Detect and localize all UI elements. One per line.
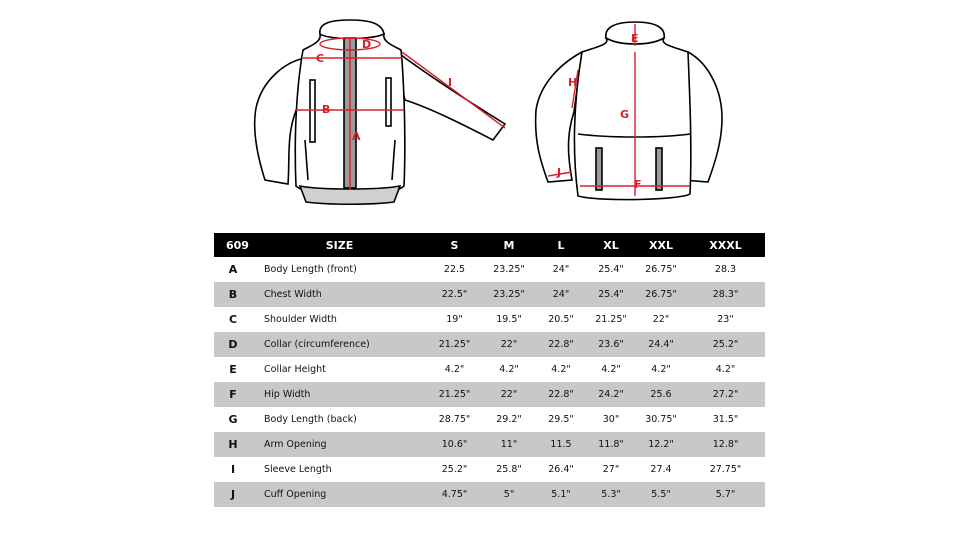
measurement-value: 19.5" — [496, 314, 522, 325]
measurement-value: 4.2" — [715, 364, 736, 375]
measurement-value: 29.2" — [496, 414, 522, 425]
measurement-value: 5.1" — [536, 482, 586, 507]
measurement-value: 25.8" — [496, 464, 522, 475]
jacket-diagrams — [0, 0, 978, 225]
measurement-value: 29.5" — [548, 414, 574, 425]
measurement-value: 21.25" — [427, 332, 482, 357]
measurement-value: 25.6 — [636, 382, 686, 407]
table-row — [214, 332, 765, 357]
measurement-value: 11" — [482, 432, 536, 457]
table-row — [214, 432, 765, 457]
measurement-value: 23" — [717, 314, 734, 325]
measurement-value: 25.4" — [586, 282, 636, 307]
measurement-value: 24.2" — [586, 382, 636, 407]
table-row — [214, 357, 765, 382]
measurement-value: 25.2" — [441, 464, 468, 475]
measurement-value: 22" — [652, 314, 670, 325]
measurement-name: Shoulder Width — [264, 314, 337, 325]
measurement-value: 11.8" — [586, 432, 636, 457]
measurement-name: Cuff Opening — [252, 482, 427, 507]
measurement-value: 5" — [482, 482, 536, 507]
measurement-value: 31.5" — [712, 414, 739, 425]
measurement-name: Body Length (back) — [264, 414, 357, 425]
measurement-value: 28.3" — [686, 282, 765, 307]
table-row — [214, 407, 765, 432]
measurement-code: J — [214, 482, 252, 507]
measurement-value: 22.8" — [536, 382, 586, 407]
size-col-s: S — [427, 233, 482, 257]
measurement-value: 28.3 — [714, 264, 737, 275]
measurement-value: 30" — [602, 414, 620, 425]
measurement-value: 26.75" — [645, 264, 677, 275]
measurement-value: 10.6" — [427, 432, 482, 457]
table-row — [214, 282, 765, 307]
label-i: I — [448, 76, 453, 89]
measurement-value: 4.2" — [651, 364, 671, 375]
measurement-value: 4.2" — [601, 364, 621, 375]
label-j: J — [557, 166, 562, 179]
measurement-value: 4.75" — [427, 482, 482, 507]
label-f: F — [634, 178, 642, 191]
measurement-value: 25.4" — [598, 264, 624, 275]
table-row — [214, 257, 765, 282]
label-g: G — [620, 108, 630, 121]
measurement-value: 22.8" — [536, 332, 586, 357]
measurement-code: I — [230, 463, 236, 476]
measurement-value: 21.25" — [427, 382, 482, 407]
measurement-name: Sleeve Length — [264, 464, 332, 475]
measurement-value: 24.4" — [636, 332, 686, 357]
label-a: A — [352, 130, 361, 143]
size-header: SIZE — [252, 233, 427, 257]
measurement-code: C — [228, 313, 238, 326]
table-row — [214, 457, 765, 482]
size-col-l: L — [536, 233, 586, 257]
measurement-value: 4.2" — [551, 364, 571, 375]
measurement-value: 4.2" — [444, 364, 465, 375]
measurement-value: 23.6" — [586, 332, 636, 357]
measurement-value: 5.3" — [586, 482, 636, 507]
measurement-code: A — [228, 263, 238, 276]
measurement-value: 12.2" — [636, 432, 686, 457]
measurement-value: 20.5" — [548, 314, 574, 325]
measurement-value: 27" — [602, 464, 620, 475]
table-header-row — [214, 233, 765, 257]
measurement-value: 24" — [552, 264, 570, 275]
measurement-value: 27.4 — [650, 464, 672, 475]
measurement-name: Body Length (front) — [264, 264, 357, 275]
measurement-name: Chest Width — [252, 282, 427, 307]
measurement-name: Hip Width — [252, 382, 427, 407]
measurement-value: 28.75" — [438, 414, 471, 425]
measurement-value: 26.4" — [548, 464, 574, 475]
measurement-value: 5.5" — [636, 482, 686, 507]
measurement-value: 23.25" — [493, 264, 525, 275]
measurement-value: 30.75" — [645, 414, 677, 425]
measurement-value: 4.2" — [499, 364, 519, 375]
measurement-value: 22.5 — [443, 264, 466, 275]
measurement-value: 12.8" — [686, 432, 765, 457]
size-col-xxxl: XXXL — [686, 233, 765, 257]
measurement-name: Collar (circumference) — [252, 332, 427, 357]
measurement-code: E — [229, 363, 237, 376]
label-e: E — [631, 32, 639, 45]
table-row — [214, 382, 765, 407]
size-col-xxl: XXL — [636, 233, 686, 257]
size-col-m: M — [482, 233, 536, 257]
measurement-code: F — [214, 382, 252, 407]
measurement-name: Collar Height — [264, 364, 326, 375]
measurement-value: 19" — [446, 314, 463, 325]
measurement-value: 26.75" — [636, 282, 686, 307]
measurement-value: 22" — [482, 332, 536, 357]
measurement-value: 21.25" — [595, 314, 627, 325]
measurement-value: 11.5 — [536, 432, 586, 457]
measurement-value: 23.25" — [482, 282, 536, 307]
measurement-value: 25.2" — [686, 332, 765, 357]
measurement-value: 27.75" — [709, 464, 742, 475]
measurement-value: 24" — [536, 282, 586, 307]
measurement-value: 22" — [482, 382, 536, 407]
label-b: B — [322, 103, 331, 116]
measurement-value: 27.2" — [686, 382, 765, 407]
label-h: H — [568, 76, 578, 89]
model-number: 609 — [214, 233, 252, 257]
table-row — [214, 307, 765, 332]
front-jacket-diagram — [255, 20, 505, 204]
measurement-value: 5.7" — [686, 482, 765, 507]
size-col-xl: XL — [586, 233, 636, 257]
measurement-code: H — [214, 432, 252, 457]
measurement-name: Arm Opening — [252, 432, 427, 457]
table-row — [214, 482, 765, 507]
measurement-code: B — [214, 282, 252, 307]
label-c: C — [316, 52, 325, 65]
size-chart-table — [214, 233, 765, 507]
measurement-value: 22.5" — [427, 282, 482, 307]
measurement-code: G — [228, 413, 238, 426]
label-d: D — [362, 38, 372, 51]
measurement-code: D — [214, 332, 252, 357]
